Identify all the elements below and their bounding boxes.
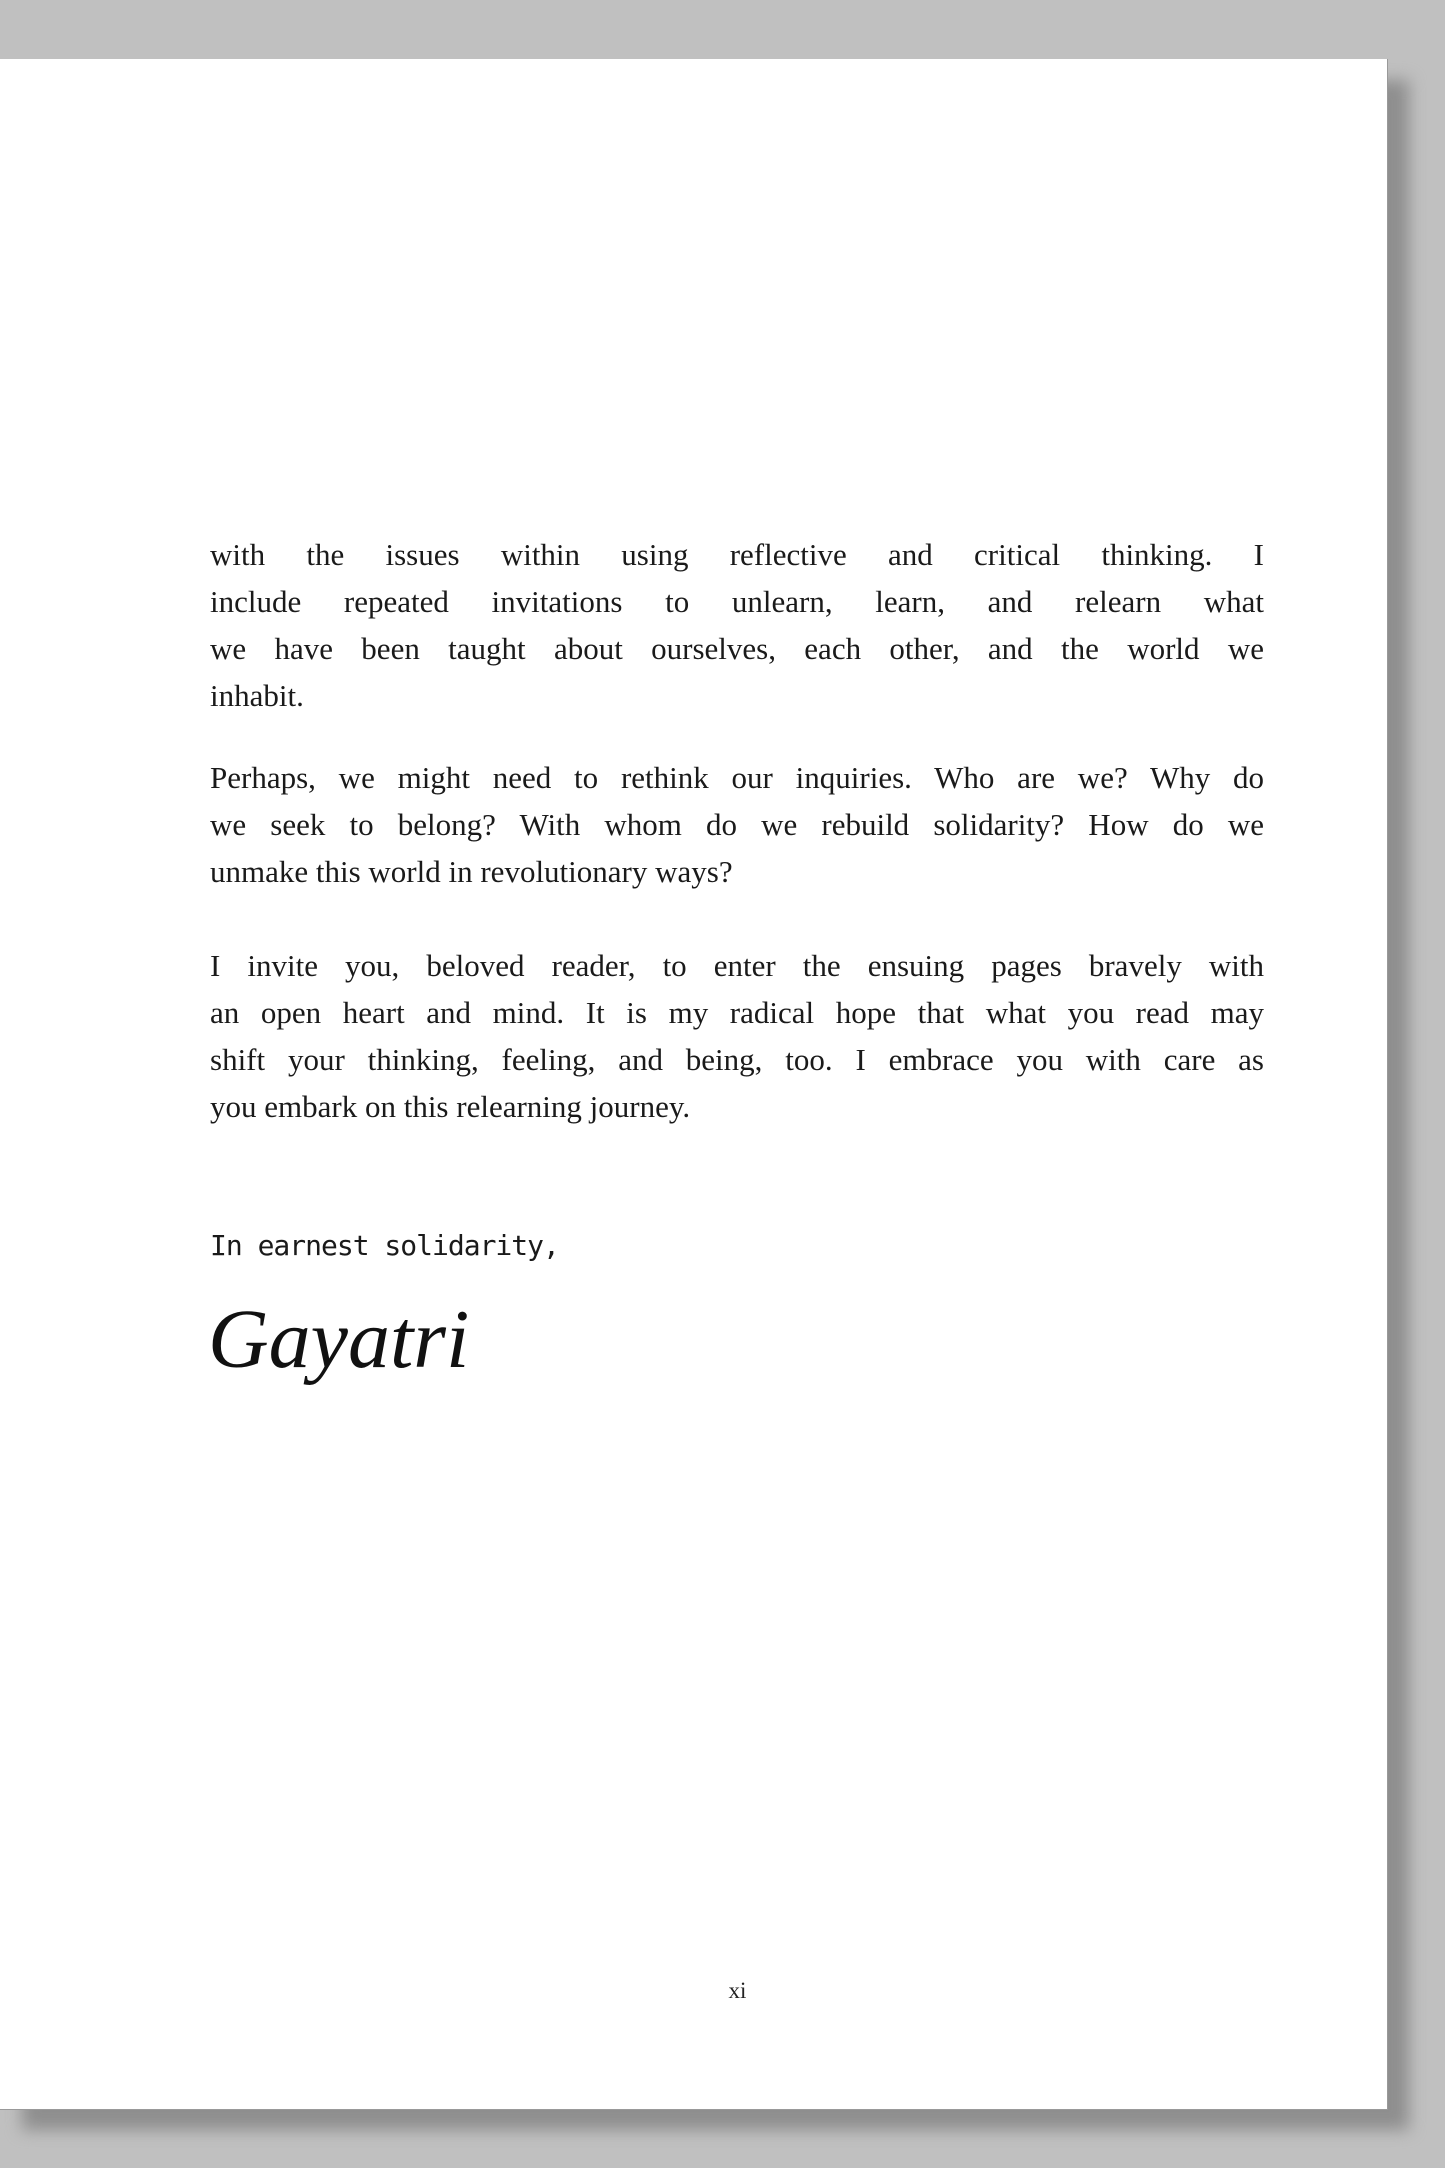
text-line: unmake this world in revolutionary ways? [210,854,733,889]
text-line: I invite you, beloved reader, to enter the ensuing pages bravely with [210,948,1264,983]
signature: Gayatri [208,1293,470,1386]
text-line: Perhaps, we might need to rethink our inquiries. Who are we? Why do [210,760,1264,795]
paragraph-2 [210,754,1264,895]
paragraph-3 [210,942,1264,1130]
text-line: inhabit. [210,678,304,713]
page-number: xi [728,1978,747,2003]
text-line: we seek to belong? With whom do we rebuild solidarity? How do we [210,807,1264,842]
text-line: with the issues within using reflective and critical thinking. I [210,537,1264,572]
closing-line: In earnest solidarity, [210,1229,559,1262]
text-line: an open heart and mind. It is my radical hope that what you read may [210,995,1264,1030]
text-line: include repeated invitations to unlearn, learn, and relearn what [210,584,1264,619]
text-line: we have been taught about ourselves, each other, and the world we [210,631,1264,666]
text-line: shift your thinking, feeling, and being, too. I embrace you with care as [210,1042,1264,1077]
text-line: you embark on this relearning journey. [210,1089,691,1124]
paragraph-1 [210,531,1264,719]
